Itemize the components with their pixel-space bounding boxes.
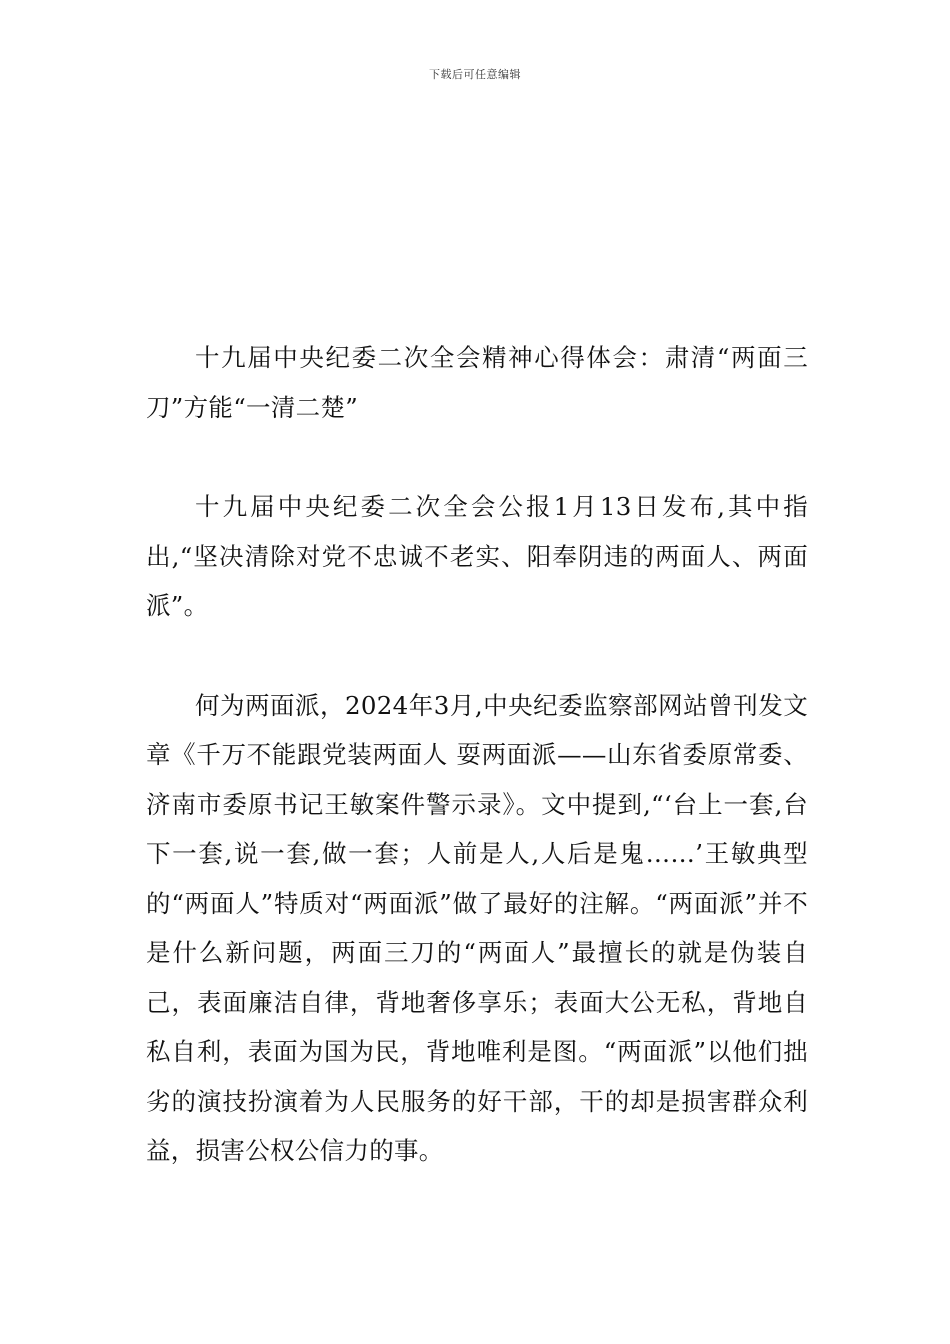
paragraph-1: 十九届中央纪委二次全会公报1月13日发布,其中指出,“坚决清除对党不忠诚不老实、阳奉阴违的两面人、两面派”。 <box>146 492 808 620</box>
paragraph-2: 何为两面派，2024年3月,中央纪委监察部网站曾刊发文章《千万不能跟党装两面人 耍两面派——山东省委原常委、济南市委原书记王敏案件警示录》。文中提到,“‘台上一套,台下一套,说一套,做一套；人前是人,人后是鬼……’王敏典型的“两面人”特质对“两面派”做了最好的注解。“两面派”并不是什么新问题，两面三刀的“两面人”最擅长的就是伪装自己，表面廉洁自律，背地奢侈享乐；表面大公无私，背地自私自利，表面为国为民，背地唯利是图。“两面派”以他们拙劣的演技扮演着为人民服务的好干部，干的却是损害群众利益，损害公权公信力的事。 <box>146 690 808 1165</box>
document-title: 十九届中央纪委二次全会精神心得体会：肃清“两面三刀”方能“一清二楚” <box>146 343 808 422</box>
document-body <box>146 333 808 1176</box>
header-note: 下载后可任意编辑 <box>429 68 521 81</box>
